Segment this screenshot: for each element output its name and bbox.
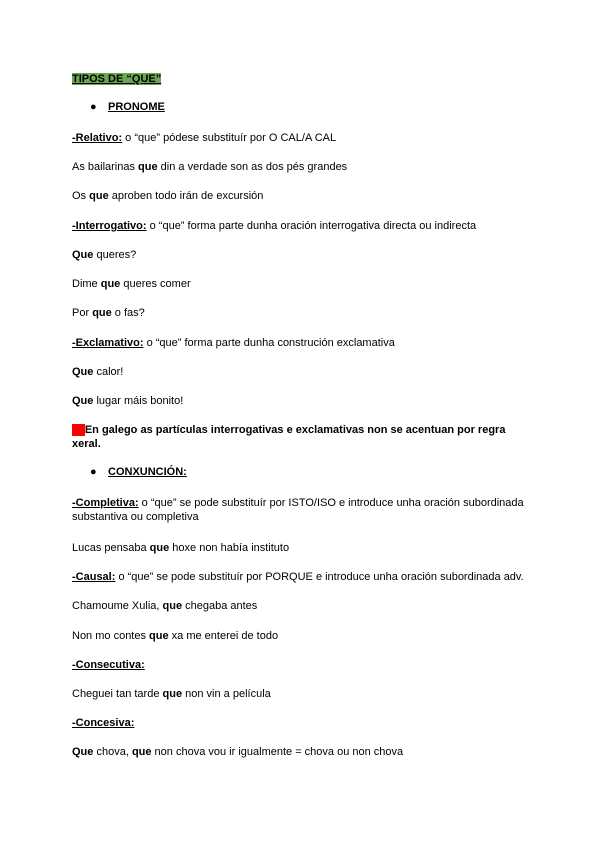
que-word: que	[92, 307, 112, 319]
term-interrogativo: -Interrogativo:	[72, 220, 147, 232]
example-text: din a verdade son as dos pés grandes	[157, 161, 348, 173]
example-line	[72, 306, 145, 320]
example-line	[72, 599, 257, 613]
que-word: que	[100, 278, 121, 290]
note-text: En galego as partículas interrogativas e exclamativas non se acentuan por regra xeral.	[72, 424, 506, 450]
example-line	[72, 248, 136, 262]
example-text: lugar máis bonito!	[93, 395, 184, 407]
example-text: queres comer	[120, 278, 191, 290]
definition-text: o “que” forma parte dunha oración interrogativa directa ou indirecta	[146, 220, 477, 232]
example-text: o fas?	[111, 307, 145, 319]
term-concesiva: -Concesiva:	[72, 717, 135, 729]
que-word: que	[149, 630, 169, 642]
example-line	[72, 687, 271, 701]
document-title: TIPOS DE “QUE”	[72, 73, 162, 85]
que-word: Que	[72, 395, 94, 407]
example-text: queres?	[93, 249, 137, 261]
example-text: Os	[72, 190, 90, 202]
section-heading-conxuncion: CONXUNCIÓN:	[108, 466, 187, 478]
example-text: Dime	[72, 278, 101, 290]
example-text: Cheguei tan tarde	[72, 688, 163, 700]
example-line	[72, 629, 278, 643]
example-line	[72, 745, 403, 759]
term-exclamativo: -Exclamativo:	[72, 337, 144, 349]
highlight-mark: ***	[72, 424, 85, 436]
que-word: que	[149, 542, 170, 554]
bullet-icon: ●	[90, 101, 97, 113]
example-text: Non mo contes	[72, 630, 150, 642]
definition-causal	[72, 570, 524, 584]
example-text: calor!	[93, 366, 124, 378]
que-word: que	[162, 688, 183, 700]
note-paragraph	[72, 423, 532, 451]
example-text: Lucas pensaba	[72, 542, 150, 554]
que-word: que	[162, 600, 183, 612]
example-line	[72, 189, 263, 203]
que-word: que	[138, 161, 158, 173]
section-heading-pronome: PRONOME	[108, 101, 165, 113]
example-line	[72, 160, 347, 174]
example-text: aproben todo irán de excursión	[108, 190, 264, 202]
definition-completiva	[72, 496, 532, 524]
que-word: Que	[72, 249, 94, 261]
que-word: que	[89, 190, 109, 202]
definition-text: o “que” se pode substituír por ISTO/ISO e introduce unha oración subordinada substantiva ou completiva	[72, 497, 524, 523]
example-text: As bailarinas	[72, 161, 139, 173]
example-text: non vin a película	[182, 688, 271, 700]
example-text: Chamoume Xulia,	[72, 600, 163, 612]
definition-relativo	[72, 131, 336, 145]
term-relativo: -Relativo:	[72, 132, 123, 144]
bullet-icon: ●	[90, 466, 97, 478]
example-line	[72, 394, 183, 408]
definition-exclamativo	[72, 336, 395, 350]
que-word: Que	[72, 746, 94, 758]
example-line	[72, 277, 191, 291]
definition-concesiva	[72, 716, 134, 730]
example-text: xa me enterei de todo	[168, 630, 279, 642]
document-title-line	[72, 72, 161, 86]
example-text: chegaba antes	[182, 600, 258, 612]
example-text: non chova vou ir igualmente = chova ou non chova	[151, 746, 404, 758]
que-word: que	[131, 746, 152, 758]
definition-consecutiva	[72, 658, 145, 672]
term-consecutiva: -Consecutiva:	[72, 659, 145, 671]
definition-text: o “que” forma parte dunha construción exclamativa	[143, 337, 395, 349]
example-text: hoxe non había instituto	[169, 542, 290, 554]
example-line	[72, 541, 289, 555]
example-text: chova,	[93, 746, 132, 758]
example-text: Por	[72, 307, 93, 319]
term-causal: -Causal:	[72, 571, 116, 583]
que-word: Que	[72, 366, 94, 378]
term-completiva: -Completiva:	[72, 497, 139, 509]
definition-text: o “que” pódese substituír por O CAL/A CAL	[122, 132, 337, 144]
definition-text: o “que” se pode substituír por PORQUE e introduce unha oración subordinada adv.	[115, 571, 524, 583]
example-line	[72, 365, 123, 379]
definition-interrogativo	[72, 219, 476, 233]
